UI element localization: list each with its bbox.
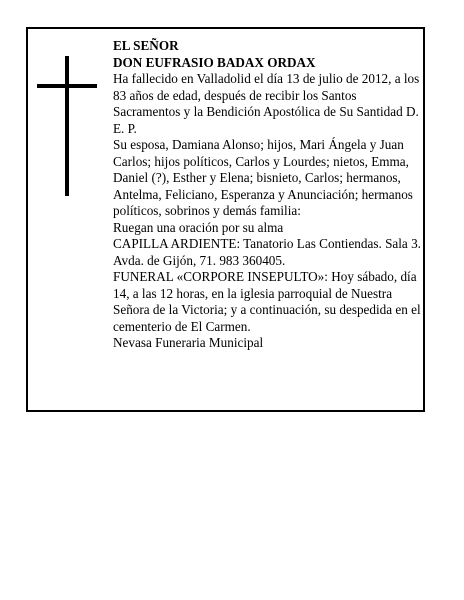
prayer-request: Ruegan una oración por su alma (113, 219, 284, 235)
cross-icon (65, 56, 69, 196)
funeral-info: FUNERAL «CORPORE INSEPULTO»: Hoy sábado, día 14, a las 12 horas, en la iglesia parroquial de Nuestra Señora de la Victoria; y a continuación, su despedida en el cementerio de El Carmen. (113, 269, 421, 334)
chapel-info: CAPILLA ARDIENTE: Tanatorio Las Contiendas. Sala 3. Avda. de Gijón, 71. 983 360405. (113, 236, 421, 268)
family-list: Su esposa, Damiana Alonso; hijos, Mari Ángela y Juan Carlos; hijos políticos, Carlos y Lourdes; nietos, Emma, Daniel (?), Esther y Elena; bisnieto, Carlos; hermanos, Antelma, Feliciano, Esperanza y Anunciación; hermanos políticos, sobrinos y demás familia: (113, 137, 413, 218)
death-announcement: Ha fallecido en Valladolid el día 13 de julio de 2012, a los 83 años de edad, después de recibir los Santos Sacramentos y la Bendición Apostólica de Su Santidad D. E. P. (113, 71, 420, 136)
obituary-text (113, 38, 421, 352)
deceased-name: DON EUFRASIO BADAX ORDAX (113, 54, 316, 70)
title-line-1: EL SEÑOR (113, 38, 179, 53)
funeral-home: Nevasa Funeraria Municipal (113, 335, 264, 350)
cross-icon-bar (37, 84, 97, 88)
